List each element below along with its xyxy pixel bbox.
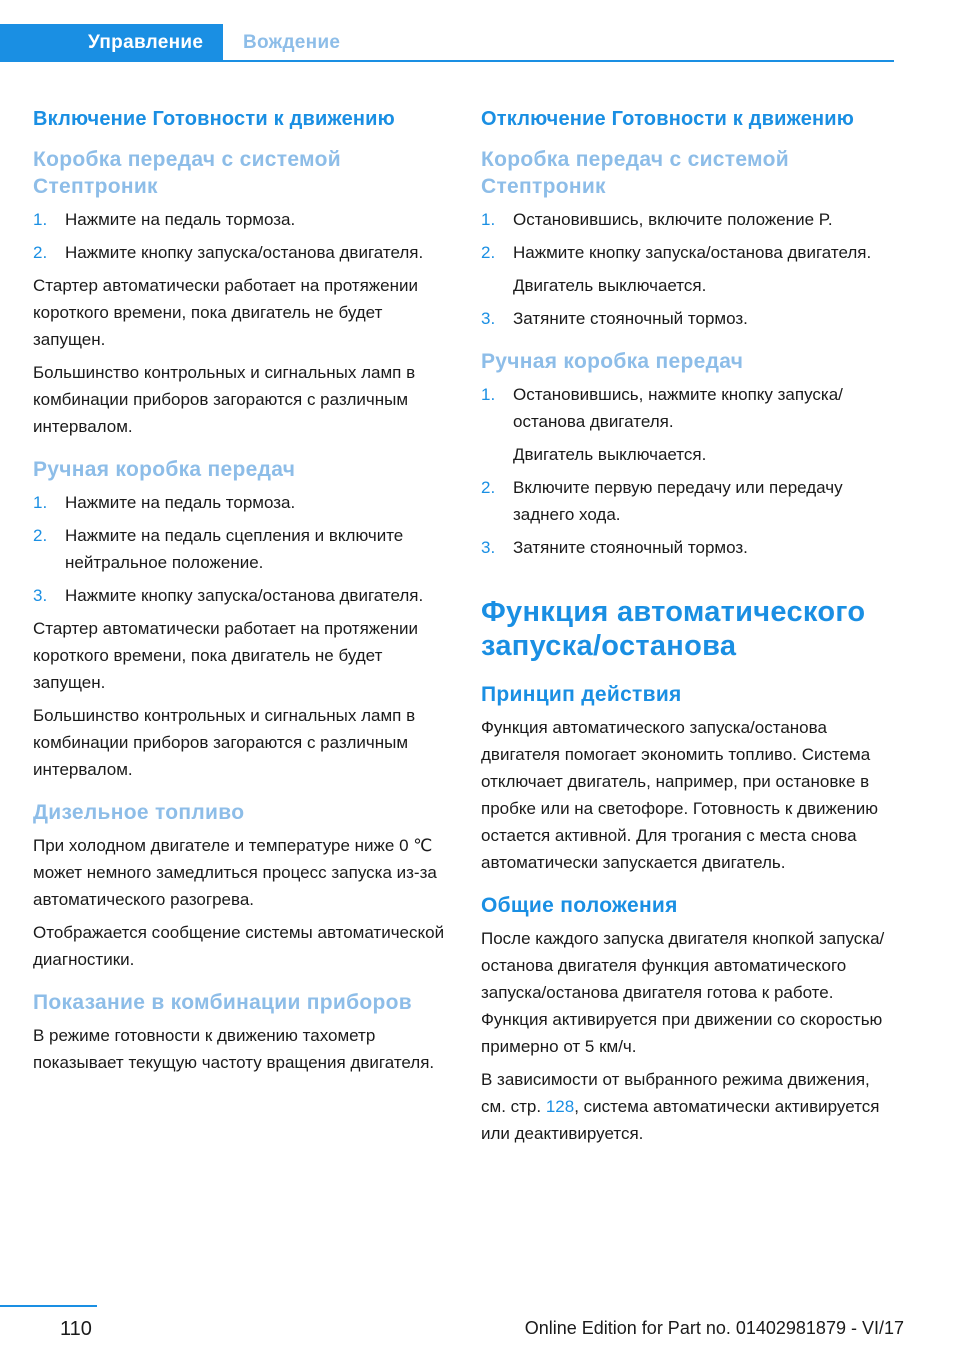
list-item: 1. Остановившись, нажмите кнопку запуска/останова двигателя. Двигатель выключается. (481, 385, 843, 464)
list-item: 3. Затяните стояночный тормоз. (481, 538, 748, 557)
heading-manual-gearbox: Ручная коробка передач (33, 458, 296, 481)
paragraph: В режиме готовности к движению тахометр показывает текущую частоту вращения двигателя. (33, 1026, 435, 1072)
header-bar (0, 24, 894, 62)
edition-note: Online Edition for Part no. 01402981879 - VI/17 (524, 1318, 904, 1338)
list-item: 1. Нажмите на педаль тормоза. (33, 210, 296, 229)
heading-steptronic: Коробка передач с системой Стептроник (33, 148, 341, 198)
steptronic-steps (33, 206, 447, 266)
list-item: 1. Остановившись, включите положение P. (481, 210, 833, 229)
chapter-title-auto-start-stop: Функция автоматического запуска/останова (481, 596, 866, 662)
section-title-enable-ready: Включение Готовности к движению (33, 108, 395, 130)
heading-general: Общие положения (481, 894, 678, 917)
right-column (481, 106, 895, 1153)
heading-steptronic: Коробка передач с системой Стептроник (481, 148, 789, 198)
steptronic-off-steps (481, 206, 895, 332)
heading-manual-gearbox: Ручная коробка передач (481, 350, 744, 373)
paragraph: Стартер автоматически работает на протяжении короткого времени, пока двигатель не будет запущен. (33, 619, 418, 692)
heading-principle: Принцип действия (481, 683, 682, 706)
list-item: 2. Нажмите на педаль сцепления и включите нейтральное положение. (33, 526, 404, 572)
footer-divider (0, 1305, 97, 1307)
page-number: 110 (60, 1318, 92, 1340)
list-item: 2. Нажмите кнопку запуска/останова двигателя. Двигатель выключается. (481, 243, 872, 295)
tab-driving[interactable]: Вождение (243, 32, 341, 53)
paragraph: Отображается сообщение системы автоматической диагностики. (33, 923, 445, 969)
paragraph: После каждого запуска двигателя кнопкой запуска/останова двигателя функция автоматического запуска/останова двигателя готова к работе. Функция активируется при движении со скоростью примерно от 5 км/ч. (481, 929, 885, 1056)
list-item: 3. Нажмите кнопку запуска/останова двигателя. (33, 586, 424, 605)
page-link[interactable]: 128 (545, 1097, 575, 1116)
paragraph: Большинство контрольных и сигнальных ламп в комбинации приборов загораются с различным интервалом. (33, 706, 416, 779)
list-item: 2. Включите первую передачу или передачу заднего хода. (481, 478, 843, 524)
list-item: 1. Нажмите на педаль тормоза. (33, 493, 296, 512)
paragraph: Стартер автоматически работает на протяжении короткого времени, пока двигатель не будет запущен. (33, 276, 418, 349)
paragraph: При холодном двигателе и температуре ниже 0 ℃ может немного замедлиться процесс запуска из-за автоматического разогрева. (33, 836, 437, 909)
manual-off-steps (481, 381, 895, 561)
manual-steps (33, 489, 447, 609)
list-item: 3. Затяните стояночный тормоз. (481, 309, 748, 328)
paragraph: Большинство контрольных и сигнальных ламп в комбинации приборов загораются с различным интервалом. (33, 363, 416, 436)
paragraph: В зависимости от выбранного режима движения, см. стр. 128, система автоматически активируется или деактивируется. (481, 1070, 880, 1143)
left-column (33, 106, 447, 1082)
heading-diesel: Дизельное топливо (33, 801, 245, 824)
section-title-disable-ready: Отключение Готовности к движению (481, 108, 855, 130)
tab-controls[interactable]: Управление (0, 24, 223, 62)
paragraph: Функция автоматического запуска/останова двигателя помогает экономить топливо. Система отключает двигатель, например, при остановке в пробке или на светофоре. Готовность к движению остается активной. Для трогания с места снова автоматически запускается двигатель. (481, 718, 878, 872)
heading-instrument-cluster: Показание в комбинации приборов (33, 991, 412, 1014)
list-item: 2. Нажмите кнопку запуска/останова двигателя. (33, 243, 424, 262)
